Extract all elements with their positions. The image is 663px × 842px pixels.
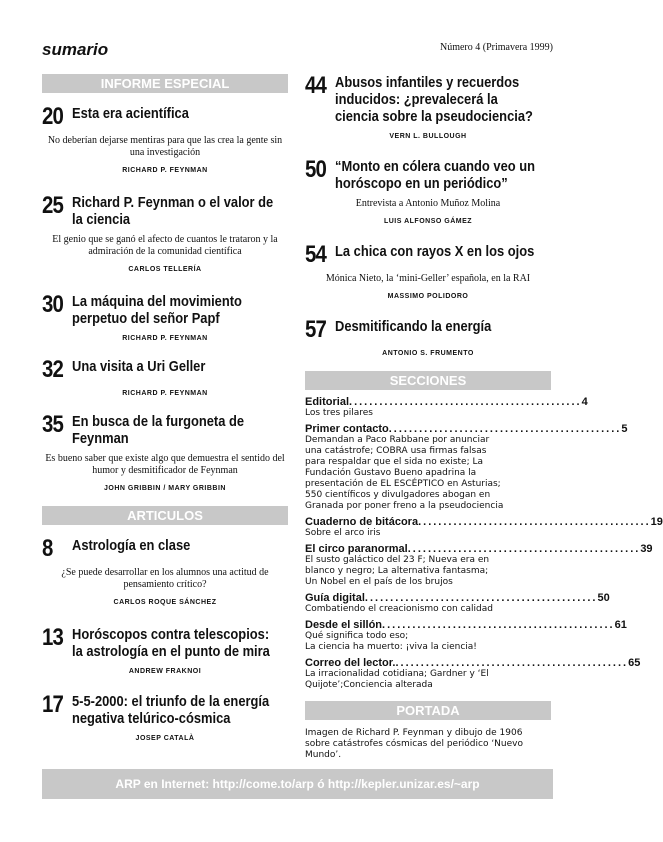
page-number: 35 [42, 411, 63, 438]
seccion-description-line: Un Nobel en el país de los brujos [305, 577, 453, 587]
article-author: VERN L. BULLOUGH [389, 133, 467, 140]
seccion-description-line: 550 científicos y divulgadores abogan en [305, 490, 491, 500]
seccion-item [305, 516, 663, 539]
seccion-name: Editorial [305, 396, 350, 408]
seccion-description-line: Sobre el arco iris [305, 528, 381, 538]
seccion-description-line: Demandan a Paco Rabbane por anunciar [305, 435, 490, 445]
article-title: La chica con rayos X en los ojos [335, 243, 535, 260]
page-number: 17 [42, 691, 63, 718]
portada-line: Imagen de Richard P. Feynman y dibujo de 1906 [305, 728, 523, 738]
article-description: El genio que se ganó el afecto de cuantos le trataron y la admiración de la comunidad científica [52, 234, 278, 257]
dot-leader: .............................................. [382, 619, 615, 631]
article-heading [305, 318, 551, 342]
article-title: Horóscopos contra telescopios: la astrología en el punto de mira [72, 626, 270, 660]
article-title: Desmitificando la energía [335, 318, 492, 335]
seccion-name: Correo del lector. [305, 657, 396, 669]
article-title: Abusos infantiles y recuerdos inducidos: ¿prevalecerá la ciencia sobre la pseudociencia? [335, 74, 533, 125]
article-title: La máquina del movimiento perpetuo del señor Papf [72, 293, 242, 327]
seccion-heading [305, 396, 588, 408]
page-number: 54 [305, 241, 326, 268]
seccion-description-line: Quijote’;Conciencia alterada [305, 680, 433, 690]
article-author: LUIS ALFONSO GÁMEZ [383, 218, 473, 225]
article-author: ANDREW FRAKNOI [128, 668, 202, 675]
article-description: ¿Se puede desarrollar en los alumnos una actitud de pensamiento crítico? [61, 567, 269, 590]
article-author: JOSEP CATALÀ [135, 735, 195, 742]
band-portada: PORTADA [305, 701, 551, 720]
article-description: No deberían dejarse mentiras para que las crea la gente sin una investigación [47, 135, 283, 158]
secciones-list [305, 396, 663, 691]
seccion-page: 50 [597, 592, 610, 604]
article-entry [42, 413, 288, 492]
page-number: 30 [42, 291, 63, 318]
seccion-page: 61 [614, 619, 627, 631]
portada-text [305, 728, 551, 761]
article-heading [305, 74, 551, 125]
page-number: 20 [42, 103, 63, 130]
article-entry [42, 105, 288, 174]
article-title: En busca de la furgoneta de Feynman [72, 413, 245, 447]
seccion-page: 39 [640, 543, 653, 555]
seccion-page: 5 [621, 423, 628, 435]
seccion-heading [305, 592, 610, 604]
seccion-name: Cuaderno de bitácora [305, 516, 419, 528]
seccion-name: Desde el sillón [305, 619, 383, 631]
article-entry [42, 194, 288, 273]
article-title: Una visita a Uri Geller [72, 358, 206, 375]
portada-line: Mundo’. [305, 750, 342, 760]
article-entry [305, 158, 551, 225]
band-secciones: SECCIONES [305, 371, 551, 390]
seccion-heading [305, 516, 663, 528]
band-articulos: ARTICULOS [42, 506, 288, 525]
seccion-name: Primer contacto [305, 423, 389, 435]
article-entry [42, 693, 288, 742]
portada-line: sobre catástrofes cósmicas del periódico ‘Nuevo [305, 739, 523, 749]
article-description: Mónica Nieto, la ‘mini-Geller’ española, en la RAI [325, 273, 531, 284]
page-number: 32 [42, 356, 63, 383]
seccion-description-line: blanco y negro; La alternativa fantasma; [305, 566, 489, 576]
seccion-heading [305, 657, 641, 669]
issue-number: Número 4 (Primavera 1999) [439, 42, 553, 53]
article-author: JOHN GRIBBIN / MARY GRIBBIN [103, 485, 226, 492]
seccion-description-line: La ciencia ha muerto: ¡viva la ciencia! [305, 642, 477, 652]
article-entry [42, 537, 288, 606]
article-entry [42, 626, 288, 675]
article-heading [42, 194, 288, 228]
article-author: CARLOS ROQUE SÁNCHEZ [113, 599, 217, 606]
page-number: 8 [42, 535, 53, 562]
article-entry [305, 243, 551, 300]
left-column [42, 74, 288, 742]
band-informe-especial: INFORME ESPECIAL [42, 74, 288, 93]
seccion-description-line: para respaldar que el sida no existe; La [305, 457, 483, 467]
seccion-description-line: Los tres pilares [305, 408, 373, 418]
article-heading [42, 105, 288, 129]
dot-leader: .............................................. [364, 592, 598, 604]
seccion-description-line: Granada por poner freno a la pseudociencia [305, 501, 504, 511]
article-heading [42, 693, 288, 727]
article-heading [42, 537, 288, 561]
article-entry [42, 293, 288, 342]
article-description: Es bueno saber que existe algo que demuestra el sentido del humor y desmitificador de Feynman [45, 453, 285, 476]
seccion-item [305, 619, 627, 653]
article-heading [42, 293, 288, 327]
article-heading [305, 158, 551, 192]
seccion-description-line: una catástrofe; COBRA usa firmas falsas [305, 446, 487, 456]
seccion-heading [305, 619, 627, 631]
article-title: “Monto en cólera cuando veo un horóscopo en un periódico” [335, 158, 535, 192]
seccion-item [305, 396, 588, 419]
article-author: ANTONIO S. FRUMENTO [382, 350, 474, 357]
seccion-item [305, 543, 653, 588]
article-heading [42, 626, 288, 660]
seccion-heading [305, 543, 653, 555]
articulos-list [42, 537, 288, 742]
article-entry [305, 74, 551, 140]
seccion-description-line: Fundación Gustavo Bueno apadrina la [305, 468, 477, 478]
article-title: Astrología en clase [72, 537, 191, 554]
page-number: 57 [305, 316, 326, 343]
seccion-item [305, 592, 610, 615]
article-title: 5-5-2000: el triunfo de la energía negativa telúrico-cósmica [72, 693, 270, 727]
article-title: Esta era acientífica [72, 105, 189, 122]
seccion-page: 65 [628, 657, 641, 669]
seccion-description-line: Combatiendo el creacionismo con calidad [305, 604, 493, 614]
dot-leader: .............................................. [388, 423, 622, 435]
article-title: Richard P. Feynman o el valor de la ciencia [72, 194, 274, 228]
article-author: MASSIMO POLIDORO [387, 293, 469, 300]
seccion-page: 4 [581, 396, 588, 408]
article-heading [305, 243, 551, 267]
dot-leader: .............................................. [418, 516, 651, 528]
seccion-name: El circo paranormal [305, 543, 408, 555]
page-number: 13 [42, 624, 63, 651]
seccion-description-line: presentación de EL ESCÉPTICO en Asturias; [305, 479, 501, 489]
article-author: RICHARD P. FEYNMAN [122, 167, 208, 174]
seccion-name: Guía digital [305, 592, 365, 604]
seccion-description-line: Qué significa todo eso; [305, 631, 409, 641]
seccion-page: 19 [650, 516, 663, 528]
page-number: 50 [305, 156, 326, 183]
dot-leader: .............................................. [407, 543, 641, 555]
footer-internet-banner: ARP en Internet: http://come.to/arp ó http://kepler.unizar.es/~arp [42, 769, 553, 799]
article-author: RICHARD P. FEYNMAN [122, 390, 208, 397]
article-heading [42, 413, 288, 447]
article-description: Entrevista a Antonio Muñoz Molina [355, 198, 501, 209]
informe-list [42, 105, 288, 492]
page-number: 44 [305, 72, 326, 99]
article-heading [42, 358, 288, 382]
seccion-description-line: El susto galáctico del 23 F; Nueva era en [305, 555, 490, 565]
article-entry [42, 358, 288, 397]
magazine-section-title: sumario [42, 40, 109, 59]
right-articles-list [305, 74, 551, 357]
dot-leader: .............................................. [395, 657, 629, 669]
article-author: CARLOS TELLERÍA [128, 266, 202, 273]
seccion-item [305, 423, 628, 512]
page-number: 25 [42, 192, 63, 219]
seccion-heading [305, 423, 628, 435]
seccion-description-line: La irracionalidad cotidiana; Gardner y ‘El [305, 669, 489, 679]
dot-leader: .............................................. [349, 396, 582, 408]
article-author: RICHARD P. FEYNMAN [122, 335, 208, 342]
right-column [305, 72, 663, 761]
seccion-item [305, 657, 641, 691]
article-entry [305, 318, 551, 357]
